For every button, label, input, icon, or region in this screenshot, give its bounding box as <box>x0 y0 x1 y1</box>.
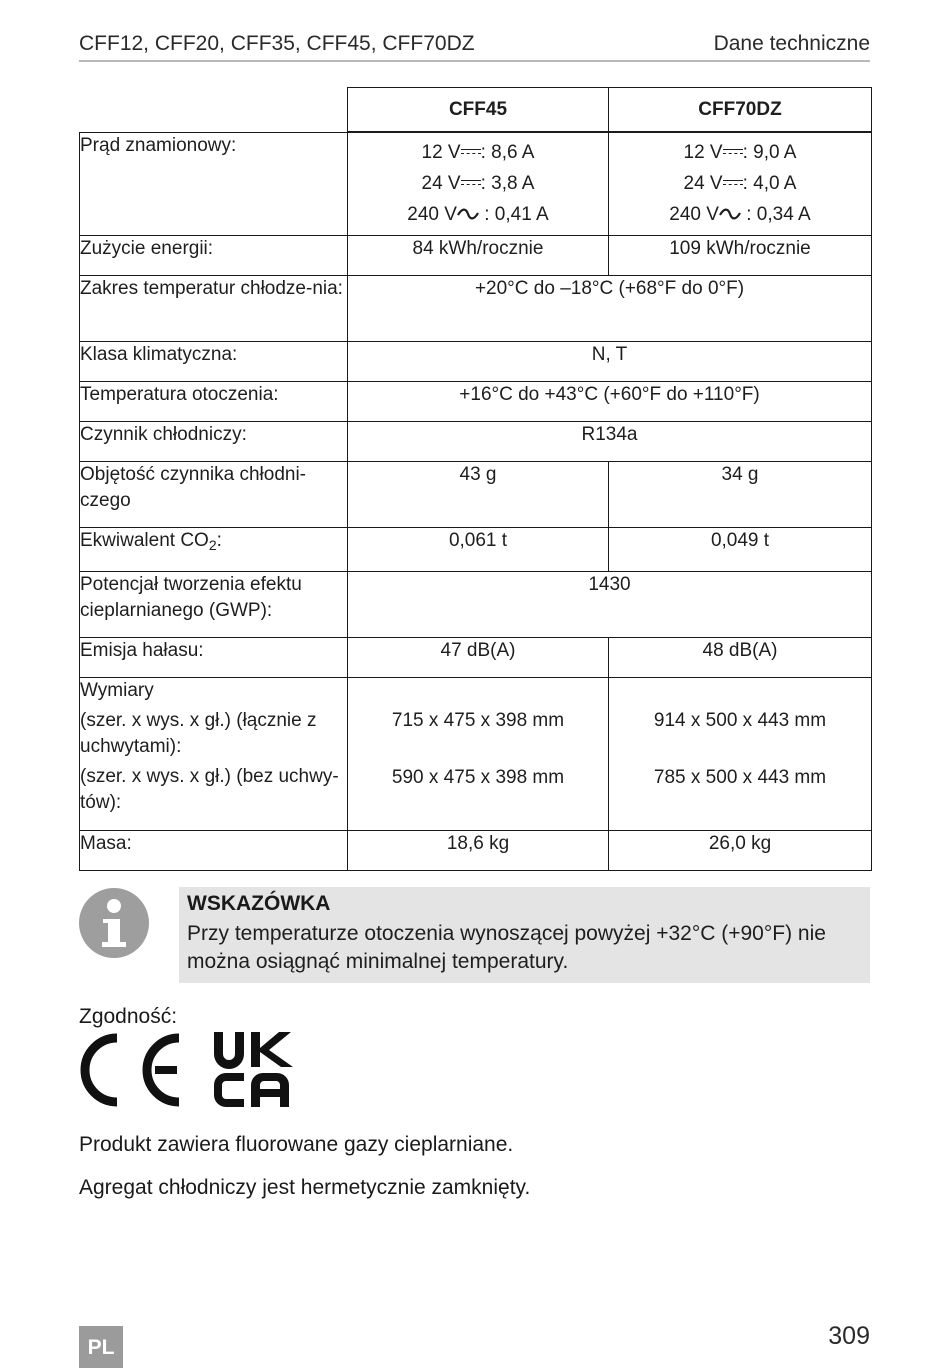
dc-symbol-icon <box>461 147 481 157</box>
mass-cff70dz: 26,0 kg <box>609 830 872 870</box>
table-row <box>80 421 872 461</box>
row-label-current: Prąd znamionowy: <box>80 132 348 235</box>
note-title: WSKAZÓWKA <box>187 892 331 915</box>
header-section: Dane techniczne <box>713 32 870 55</box>
conformity-label: Zgodność: <box>79 1005 178 1028</box>
table-row <box>80 677 872 830</box>
ac-symbol-icon <box>719 208 741 220</box>
row-label-climate-class: Klasa klimatyczna: <box>80 341 348 381</box>
refrigerant-volume-cff45: 43 g <box>348 461 609 527</box>
current-cff70dz: 12 V : 9,0 A 24 V : 4,0 A 240 V : 0,34 A <box>609 132 872 235</box>
row-label-ambient: Temperatura otoczenia: <box>80 381 348 421</box>
paragraph-fluorinated-gases: Produkt zawiera fluorowane gazy cieplarniane. <box>79 1133 514 1156</box>
table-header-row <box>80 88 872 133</box>
header-models: CFF12, CFF20, CFF35, CFF45, CFF70DZ <box>79 32 475 55</box>
dc-symbol-icon <box>723 147 743 157</box>
table-row <box>80 571 872 637</box>
spec-table <box>79 87 872 871</box>
language-badge: PL <box>79 1326 123 1368</box>
refrigerant-value: R134a <box>348 421 872 461</box>
table-row <box>80 341 872 381</box>
dc-symbol-icon <box>461 178 481 188</box>
table-row <box>80 830 872 870</box>
co2-cff45: 0,061 t <box>348 527 609 571</box>
row-label-noise: Emisja hałasu: <box>80 637 348 677</box>
table-corner <box>80 88 348 133</box>
row-label-energy: Zużycie energii: <box>80 235 348 275</box>
co2-cff70dz: 0,049 t <box>609 527 872 571</box>
conformity-logos <box>79 1030 319 1110</box>
ce-mark-icon <box>85 1038 179 1102</box>
ac-symbol-icon <box>457 208 479 220</box>
table-row <box>80 527 872 571</box>
row-label-dimensions: Wymiary (szer. x wys. x gł.) (łącznie z uchwytami): (szer. x wys. x gł.) (bez uchwy-tów): <box>80 677 348 830</box>
row-label-mass: Masa: <box>80 830 348 870</box>
dc-symbol-icon <box>723 178 743 188</box>
cooling-range-value: +20°C do –18°C (+68°F do 0°F) <box>348 275 872 341</box>
row-label-co2: Ekwiwalent $CO_2$: <box>80 527 348 571</box>
row-label-refrigerant: Czynnik chłodniczy: <box>80 421 348 461</box>
ambient-value: +16°C do +43°C (+60°F do +110°F) <box>348 381 872 421</box>
note-box <box>179 887 870 983</box>
table-row <box>80 132 872 235</box>
energy-cff70dz: 109 kWh/rocznie <box>609 235 872 275</box>
note-text: Przy temperaturze otoczenia wynoszącej powyżej +32°C (+90°F) nie można osiągnąć minimalnej temperatury. <box>187 922 826 973</box>
climate-class-value: N, T <box>348 341 872 381</box>
table-row <box>80 235 872 275</box>
paragraph-hermetic: Agregat chłodniczy jest hermetycznie zamknięty. <box>79 1176 531 1199</box>
info-icon <box>79 888 149 958</box>
noise-cff70dz: 48 dB(A) <box>609 637 872 677</box>
row-label-gwp: Potencjał tworzenia efektu cieplarnianego (GWP): <box>80 571 348 637</box>
mass-cff45: 18,6 kg <box>348 830 609 870</box>
row-label-refrigerant-volume: Objętość czynnika chłodni-czego <box>80 461 348 527</box>
ukca-mark-icon <box>214 1032 293 1107</box>
gwp-value: 1430 <box>348 571 872 637</box>
page-number: 309 <box>828 1322 870 1350</box>
dimensions-cff70dz: 914 x 500 x 443 mm 785 x 500 x 443 mm <box>609 677 872 830</box>
noise-cff45: 47 dB(A) <box>348 637 609 677</box>
table-row <box>80 637 872 677</box>
refrigerant-volume-cff70dz: 34 g <box>609 461 872 527</box>
col-header-cff70dz: CFF70DZ <box>609 88 872 133</box>
row-label-cooling-range: Zakres temperatur chłodze-nia: <box>80 275 348 341</box>
current-cff45: 12 V : 8,6 A 24 V : 3,8 A 240 V : 0,41 A <box>348 132 609 235</box>
energy-cff45: 84 kWh/rocznie <box>348 235 609 275</box>
table-row <box>80 461 872 527</box>
table-row <box>80 381 872 421</box>
col-header-cff45: CFF45 <box>348 88 609 133</box>
page-header <box>79 30 870 62</box>
dimensions-cff45: 715 x 475 x 398 mm 590 x 475 x 398 mm <box>348 677 609 830</box>
table-row <box>80 275 872 341</box>
